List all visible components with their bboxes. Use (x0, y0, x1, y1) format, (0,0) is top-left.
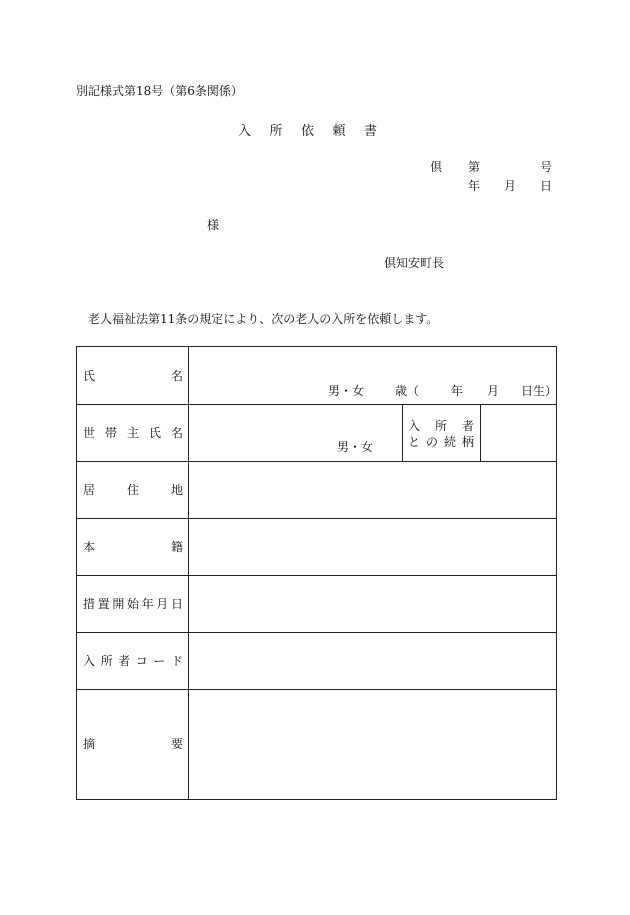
form-reference: 別記様式第18号（第6条関係） (76, 84, 243, 98)
row-divider (77, 461, 556, 462)
row-divider (77, 518, 556, 519)
row-divider (77, 689, 556, 690)
relation-label-line1: 入 所 者 (408, 419, 474, 433)
label-household-head: 世 帯 主 氏 名 (83, 426, 183, 440)
label-domicile: 本 籍 (83, 540, 183, 554)
name-birth-month: 月 (487, 384, 500, 398)
addressee-suffix: 様 (207, 218, 220, 232)
row-divider (77, 575, 556, 576)
ref-go: 号 (540, 160, 553, 174)
name-birth-day-suffix: 日生） (521, 384, 558, 398)
ref-dai: 第 (468, 160, 481, 174)
household-gender: 男・女 (337, 440, 374, 454)
body-text: 老人福祉法第11条の規定により、次の老人の入所を依頼します。 (88, 312, 439, 326)
row-divider (77, 632, 556, 633)
label-residence: 居 住 地 (83, 483, 183, 497)
date-day: 日 (540, 179, 553, 193)
relation-label-line2: と の 続 柄 (408, 435, 474, 449)
date-year: 年 (468, 179, 481, 193)
label-resident-code: 入 所 者 コ ー ド (83, 654, 183, 668)
relation-cell-divider (402, 404, 403, 461)
name-gender: 男・女 (328, 384, 365, 398)
label-name: 氏 名 (83, 369, 183, 383)
request-form-table (76, 346, 557, 800)
name-age-suffix: 歳（ (395, 384, 420, 398)
row-divider (77, 404, 556, 405)
document-title: 入所依頼書 (238, 124, 396, 139)
issuer-name: 倶知安町長 (384, 256, 445, 270)
ref-prefix: 倶 (430, 160, 443, 174)
label-column-divider (188, 347, 189, 799)
relation-cell-divider (480, 404, 481, 461)
date-month: 月 (504, 179, 517, 193)
label-remarks: 摘 要 (83, 737, 183, 751)
name-birth-year: 年 (451, 384, 464, 398)
label-placement-start-date: 措 置 開 始 年 月 日 (83, 597, 183, 611)
